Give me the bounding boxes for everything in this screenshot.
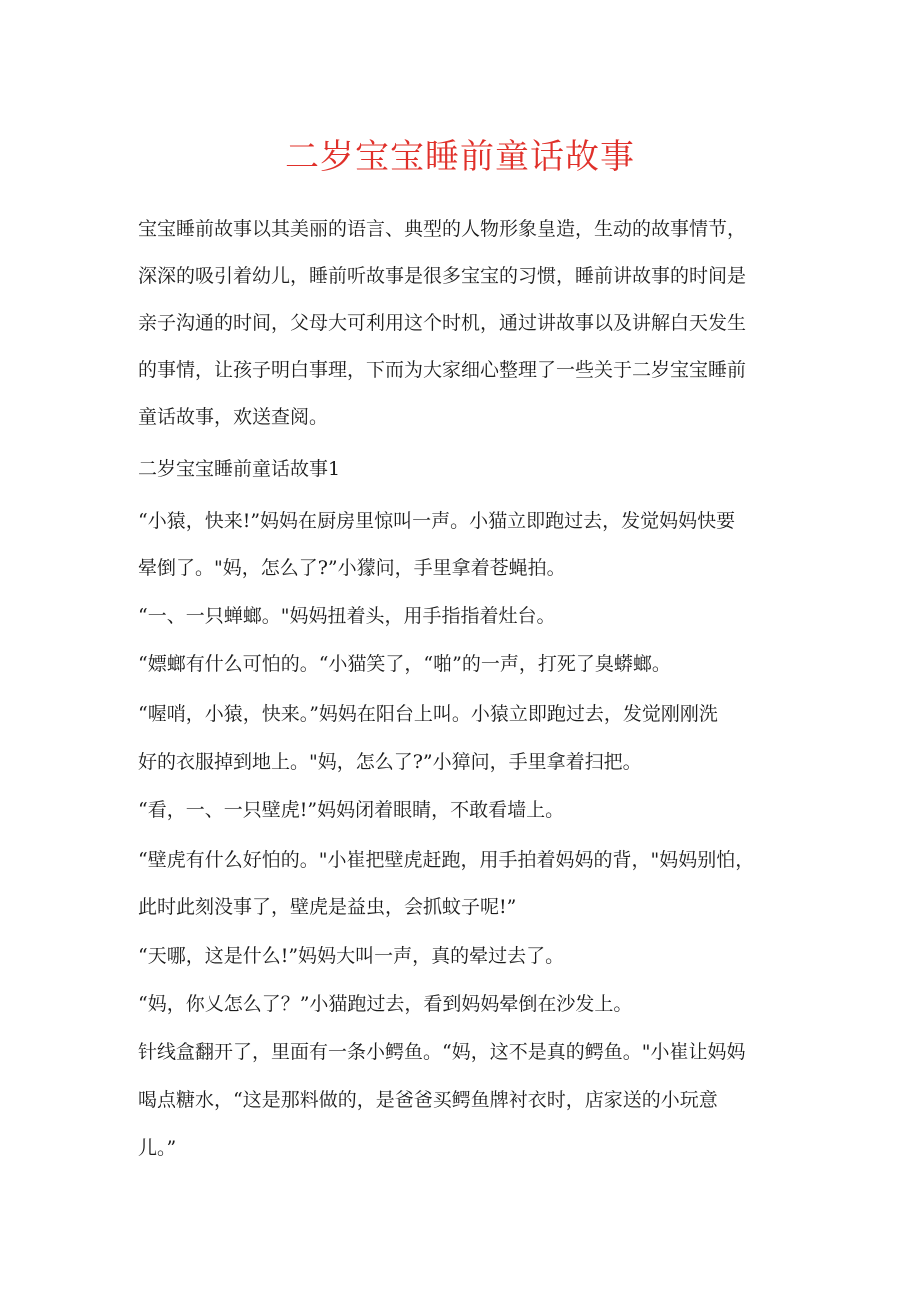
paragraph-line: 晕倒了。"妈，怎么了?”小獴问，手里拿着苍蝇拍。: [138, 557, 566, 579]
paragraph-line: “天哪，这是什么!”妈妈大叫一声，真的晕过去了。: [138, 945, 565, 967]
paragraph-line: 的事情，让孩子明白事理，下而为大家细心整理了一些关于二岁宝宝睡前: [138, 359, 747, 381]
paragraph-line: 童话故事，欢送查阅。: [138, 406, 329, 428]
paragraph-line: 好的衣服掉到地上。"妈，怎么了?”小獐问，手里拿着扫把。: [138, 751, 642, 773]
document-title: 二岁宝宝睡前童话故事: [285, 137, 635, 177]
paragraph-line: 深深的吸引着幼儿，睡前听故事是很多宝宝的习惯，睡前讲故事的时间是: [138, 265, 747, 287]
paragraph-line: 儿。”: [138, 1137, 177, 1159]
paragraph-line: “小猿，快来!”妈妈在厨房里惊叫一声。小猫立即跑过去，发觉妈妈快要: [138, 510, 736, 532]
paragraph-line: “妈，你乂怎么了？”小猫跑过去，看到妈妈晕倒在沙发上。: [138, 993, 633, 1015]
paragraph-line: 喝点糖水，“这是那料做的，是爸爸买鳄鱼牌衬衣时，店家送的小玩意: [138, 1089, 718, 1111]
paragraph-line: “壁虎有什么好怕的。"小崔把壁虎赶跑，用手拍着妈妈的背，"妈妈别怕，: [138, 849, 755, 871]
paragraph-line: “嫖螂有什么可怕的。“小猫笑了，“啪”的一声，打死了臭蟒螂。: [138, 653, 671, 675]
paragraph-line: “看，一、一只壁虎!”妈妈闭着眼睛，不敢看墙上。: [138, 799, 565, 821]
paragraph-line: “喔哨，小猿，快来。”妈妈在阳台上叫。小猿立即跑过去，发觉刚刚洗: [138, 703, 718, 725]
paragraph-line: 此时此刻没事了，壁虎是益虫，会抓蚊子呢!”: [138, 896, 517, 918]
paragraph-line: 针线盒翻开了，里面有一条小鳄鱼。“妈，这不是真的鳄鱼。"小崔让妈妈: [138, 1041, 746, 1063]
paragraph-line: “一、一只蝉螂。"妈妈扭着头，用手指指着灶台。: [138, 605, 556, 627]
paragraph-line: 宝宝睡前故事以其美丽的语言、典型的人物形象皇造，生动的故事情节，: [138, 218, 747, 240]
section-heading: 二岁宝宝睡前童话故事1: [138, 458, 341, 480]
paragraph-line: 亲子沟通的时间，父母大可利用这个时机，通过讲故事以及讲解白天发生: [138, 312, 747, 334]
